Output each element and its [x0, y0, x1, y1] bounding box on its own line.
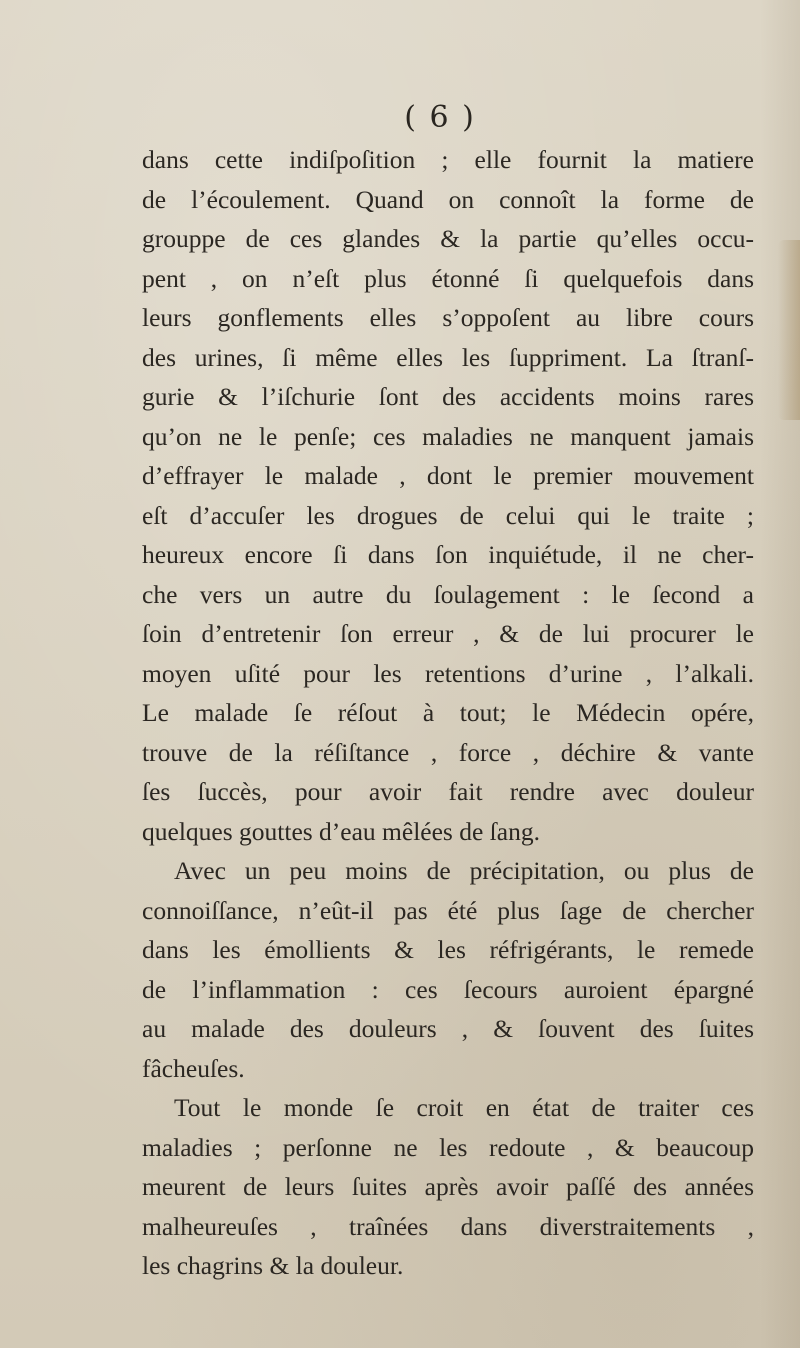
text-line: pent , on n’eſt plus étonné ſi quelquefois dans [142, 263, 754, 293]
text-line: Le malade ſe réſout à tout; le Médecin opére, [142, 698, 754, 727]
text-line: dans cette indiſpoſition ; elle fournit la matiere [142, 145, 754, 174]
text-line: ſoin d’entretenir ſon erreur , & de lui procurer le [142, 619, 754, 648]
text-line: eſt d’accuſer les drogues de celui qui le traite ; [142, 500, 754, 530]
text-line: connoiſſance, n’eût-il pas été plus ſage de chercher [142, 895, 754, 925]
text-line: ſes ſuccès, pour avoir fait rendre avec douleur [142, 777, 754, 806]
text-line: moyen uſité pour les retentions d’urine , l’alkali. [142, 658, 754, 688]
text-line: fâcheuſes. [142, 1053, 245, 1083]
page-edge-shadow [760, 0, 800, 1348]
paper-stain [778, 240, 800, 420]
text-line: maladies ; perſonne ne les redoute , & beaucoup [142, 1132, 754, 1162]
text-line: d’effrayer le malade , dont le premier mouvement [142, 461, 754, 490]
text-line: des urines, ſi même elles les ſuppriment. La ſtranſ- [142, 342, 754, 372]
text-line: quelques gouttes d’eau mêlées de ſang. [142, 816, 540, 846]
page-number: ( 6 ) [404, 100, 476, 135]
body-text [142, 140, 754, 1286]
paragraph-first-line: Avec un peu moins de précipitation, ou plus de [174, 856, 754, 885]
text-line: de l’inflammation : ces ſecours auroient épargné [142, 974, 754, 1004]
text-line: che vers un autre du ſoulagement : le ſecond a [142, 579, 754, 609]
text-line: leurs gonflements elles s’oppoſent au libre cours [142, 303, 754, 332]
text-line: qu’on ne le penſe; ces maladies ne manquent jamais [142, 421, 754, 451]
text-line: au malade des douleurs , & ſouvent des ſuites [142, 1014, 754, 1043]
text-line: gurie & l’iſchurie ſont des accidents moins rares [142, 382, 754, 411]
text-line: grouppe de ces glandes & la partie qu’elles occu- [142, 224, 754, 253]
text-line: dans les émollients & les réfrigérants, le remede [142, 935, 754, 964]
text-line: les chagrins & la douleur. [142, 1251, 404, 1280]
text-line: meurent de leurs ſuites après avoir paſſé des années [142, 1172, 754, 1201]
text-line: trouve de la réſiſtance , force , déchire & vante [142, 737, 754, 767]
paragraph-first-line: Tout le monde ſe croit en état de traiter ces [174, 1093, 754, 1122]
text-line: de l’écoulement. Quand on connoît la forme de [142, 184, 754, 214]
text-line: malheureuſes , traînées dans diverstraitements , [142, 1211, 754, 1241]
text-line: heureux encore ſi dans ſon inquiétude, il ne cher- [142, 540, 754, 569]
